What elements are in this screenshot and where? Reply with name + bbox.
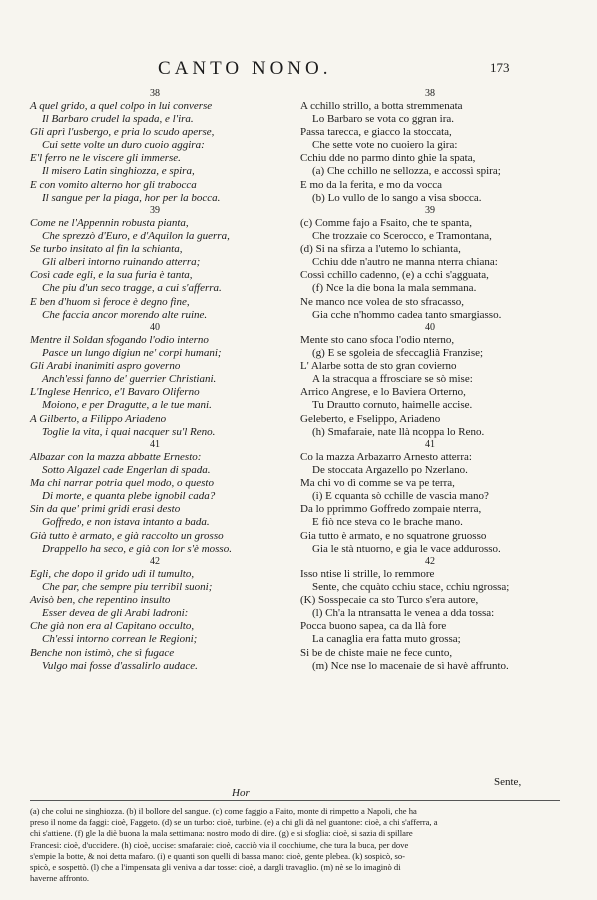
verse-line: Cchiu dde n'autro ne manna nterra chiana: [312, 256, 498, 269]
verse-line: Di morte, e quanta plebe ignobil cada? [42, 490, 216, 503]
catchword-right: Sente, [494, 776, 522, 788]
stanza-number: 42 [150, 556, 160, 567]
verse-line: Il misero Latin singhiozza, e spira, [42, 165, 195, 178]
verse-line: Gli aprì l'usbergo, e pria lo scudo aperse, [30, 125, 215, 138]
italian-stanza [30, 322, 280, 439]
verse-line: Isso ntise li strille, lo remmore [300, 567, 435, 580]
footnote-line: (a) che colui ne singhiozza. (b) il bollore del sangue. (c) come faggio a Faito, monte di rimpetto a Napoli, che ha [30, 806, 417, 816]
stanza-number: 40 [425, 322, 435, 333]
verse-line: (m) Nce nse lo macenaie de sì havè affrunto. [312, 659, 509, 672]
footnotes [30, 806, 562, 884]
verse-line: Cchiu dde no parmo dinto ghie la spata, [300, 152, 476, 165]
verse-line: A quel grido, a quel colpo in lui converse [30, 99, 213, 112]
italian-stanza [30, 205, 280, 322]
verse-line: (b) Lo vullo de lo sango a visa sbocca. [312, 191, 482, 204]
neapolitan-stanza [300, 322, 560, 439]
verse-line: Sente, che cquàto cchiu stace, cchiu ngrossa; [312, 580, 510, 593]
verse-line: Benche non istimò, che sì fugace [30, 646, 175, 659]
verse-line: Mente sto cano sfoca l'odio nterno, [300, 333, 455, 346]
verse-line: Il Barbaro crudel la spada, e l'ira. [42, 112, 194, 125]
verse-line: A Gilberto, a Filippo Ariadeno [30, 412, 167, 425]
verse-line: Lo Barbaro se vota co ggran ira. [312, 112, 455, 125]
verse-line: Che faccia ancor morendo alte ruine. [42, 308, 208, 321]
verse-line: Gli alberi intorno ruinando atterra; [42, 256, 201, 269]
verse-line: Esser deveа de gli Arabi ladroni: [42, 607, 189, 620]
footnote-rule [30, 800, 560, 801]
verse-line: Cossì cchillo cadenno, (e) a cchi s'agguata, [300, 269, 489, 282]
verse-line: Gia cche n'hommo cadea tanto smargiasso. [312, 308, 502, 321]
footnote-line: haverne affronto. [30, 873, 90, 884]
verse-line: Ch'essi intorno correan le Regioni; [42, 633, 198, 646]
italian-stanza [30, 556, 280, 673]
neapolitan-text-column [300, 88, 560, 673]
stanza-number: 38 [425, 88, 435, 99]
italian-stanza [30, 439, 280, 556]
verse-line: Toglie la vita, i quai nacquer su'l Reno. [42, 425, 216, 438]
verse-line: Già tutto è armato, e già raccolto un grosso [30, 529, 224, 542]
italian-stanza [30, 88, 280, 205]
verse-line: E ben d'huom sì feroce è degno fine, [30, 295, 190, 308]
neapolitan-stanza [300, 88, 560, 205]
verse-line: Da lo pprimmo Goffredo zompaie nterra, [300, 503, 482, 516]
verse-line: (i) E cquanta sò cchille de vascia mano? [312, 490, 489, 503]
verse-line: Tu Drautto cornuto, haimelle accise. [312, 399, 473, 412]
verse-line: Geleberto, e Fselippo, Ariadeno [300, 412, 441, 425]
neapolitan-stanza [300, 439, 560, 556]
neapolitan-stanza [300, 556, 560, 673]
verse-line: Gia tutto è armato, e no squatrone gruosso [300, 529, 487, 542]
footnote-line: spicò, e sospettò. (l) che a l'impensata gli veniva a dar tosse: cioè, a dargli travaglio. (m) nè se lo imaginò di [30, 862, 401, 873]
verse-line: Egli, che dopo il grido udì il tumulto, [30, 567, 195, 580]
verse-line: Arrico Angrese, e lo Baviera Orterno, [300, 386, 466, 399]
verse-line: Così cade egli, e la sua furia è tanta, [30, 269, 193, 282]
verse-line: Che trozzaie co Scerocco, e Tramontana, [312, 229, 492, 242]
page-header [0, 58, 597, 82]
stanza-number: 39 [150, 205, 160, 216]
stanza-number: 42 [425, 556, 435, 567]
footnote-line: preso il nome da faggi: cioè, Faggeto. (d) se un turbo: cioè, turbine. (e) a chi gli dà nel guantone: cioè, a chi s'afferra, a [30, 817, 438, 828]
verse-line: Gia le stà ntuorno, e gia le vace addurosso. [312, 542, 501, 555]
footnote-line: Francesi: cioè, d'uccidere. (h) cioè, uccise: smafaraie: cioè, cacciò via il cocchiume, che tura la buca, per dove [30, 839, 409, 850]
verse-line: (a) Che cchillo ne sellozza, e accossì spira; [312, 165, 501, 178]
neapolitan-stanza [300, 205, 560, 322]
verse-line: (l) Ch'a la ntransatta le venea a dda tossa: [312, 607, 495, 620]
verse-line: Che par, che sempre piu terribil suoni; [42, 580, 213, 593]
page-number: 173 [490, 60, 510, 75]
verse-line: Ne manco nce volea de sto sfracasso, [300, 295, 465, 308]
verse-line: Anch'essi fanno de' guerrier Christiani. [42, 373, 217, 386]
verse-line: Sotto Algazel cade Engerlan di spada. [42, 463, 211, 476]
verse-line: Gli Arabi inanimiti aspro governo [30, 359, 181, 372]
verse-line: E mo da la ferita, e mo da vocca [300, 178, 443, 191]
verse-line: L' Alarbe sotta de sto gran coviernо [300, 359, 457, 372]
verse-line: Sin da que' primi gridi erasi desto [30, 503, 181, 516]
catchword-left: Hor [232, 787, 250, 799]
verse-line: Che sprezzò d'Euro, e d'Aquilon la guerra, [42, 229, 230, 242]
verse-line: Cui sette volte un duro cuoio aggira: [42, 139, 205, 152]
verse-line: Avisò ben, che repentino insulto [30, 593, 171, 606]
verse-line: E fiò nce steva co le brache mano. [312, 516, 463, 529]
verse-line: (f) Nce la die bona la mala semmana. [312, 282, 477, 295]
verse-line: De stoccata Argazello po Nzerlano. [312, 463, 468, 476]
verse-line: Ma chi vo dì comme se va pe terra, [300, 476, 455, 489]
verse-line: Ma chi narrar potria quel modo, o questo [30, 476, 214, 489]
verse-line: Pasce un lungo digiun ne' corpi humani; [42, 346, 222, 359]
verse-line: Passa tarecca, e giacco la stoccata, [300, 125, 452, 138]
verse-line: A la stracqua a ffrosciare se sò mise: [312, 373, 473, 386]
stanza-number: 41 [150, 439, 160, 450]
footnote-line: chi s'attiene. (f) gle la diè buona la mala settimana: nostro modo di dire. (g) e si sfoglia: cioè, si sazia di spillare [30, 828, 413, 839]
verse-line: (d) Si na sfirza a l'utemo lo schianta, [300, 242, 461, 255]
footnote-line: s'empie la botte, & noi detta mafaro. (i) e quanti son quelli di bassa mano: cioè, gente plebea. (k) sospicò, so- [30, 850, 406, 861]
stanza-number: 39 [425, 205, 435, 216]
verse-line: E'l ferro ne le viscere gli immerse. [30, 152, 181, 165]
verse-line: A cchillo strillo, a botta stremmenata [300, 99, 463, 112]
verse-line: L'Inglese Henrico, e'l Bavaro Oliferno [30, 386, 200, 399]
verse-line: Si be de chiste maie ne fece cunto, [300, 646, 453, 659]
stanza-number: 41 [425, 439, 435, 450]
stanza-number: 40 [150, 322, 160, 333]
verse-line: Che già non era al Capitano occulto, [30, 620, 195, 633]
verse-line: Co la mazza Arbazarro Arnesto atterra: [300, 450, 472, 463]
verse-line: Che piu d'un seco tragge, a cui s'afferra. [42, 282, 222, 295]
verse-line: Il sangue per la piaga, hor per la bocca. [42, 191, 221, 204]
verse-line: (g) E se sgoleia de sfeccaglià Franzise; [312, 346, 484, 359]
verse-line: Come ne l'Appennin robusta pianta, [30, 216, 189, 229]
verse-line: (c) Comme fajo a Fsaito, che te spanta, [300, 216, 472, 229]
verse-line: (h) Smafaraie, nate llà ncoppa lo Reno. [312, 425, 485, 438]
verse-line: Che sette vote no cuoiero la gira: [312, 139, 458, 152]
verse-line: Pocca buono sapea, ca da llà fore [300, 620, 447, 633]
verse-line: Drappello ha seco, e già con lor s'è mosso. [42, 542, 232, 555]
verse-line: Albazar con la mazza abbatte Ernesto: [30, 450, 202, 463]
canto-title: CANTO NONO. [158, 58, 332, 79]
verse-line: Se turbo insitato al fin la schianta, [30, 242, 183, 255]
verse-line: Moiono, e per Dragutte, a le tue mani. [42, 399, 212, 412]
verse-line: Vulgo mai fosse d'assalirlo audace. [42, 659, 198, 672]
verse-line: (K) Sosspecaie ca sto Turco s'era autore, [300, 593, 479, 606]
stanza-number: 38 [150, 88, 160, 99]
verse-line: Mentre il Soldan sfogando l'odio interno [30, 333, 209, 346]
italian-text-column [30, 88, 280, 673]
verse-line: E con vomito alterno hor gli trabocca [30, 178, 197, 191]
verse-line: La canaglia era fatta muto grossa; [312, 633, 461, 646]
verse-line: Goffredo, e non istava intanto a bada. [42, 516, 210, 529]
